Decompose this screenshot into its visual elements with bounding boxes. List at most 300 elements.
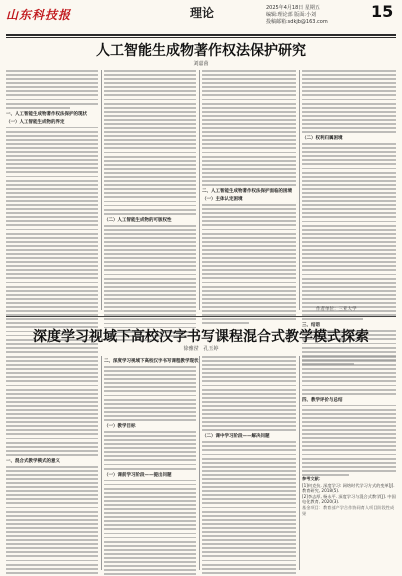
text-line: [6, 208, 98, 210]
text-line: [6, 401, 98, 403]
text-line: [104, 135, 196, 137]
text-line: [202, 507, 296, 509]
text-line: [104, 443, 196, 445]
text-line: [104, 78, 196, 80]
text-line: [6, 417, 98, 419]
text-line: [302, 409, 396, 411]
text-line: [202, 478, 296, 480]
text-line: [202, 555, 296, 557]
text-line: [104, 468, 196, 470]
text-line: [104, 253, 196, 255]
text-line: [104, 213, 196, 215]
text-line: [6, 167, 98, 169]
text-line: [302, 376, 396, 378]
text-line: [202, 172, 296, 174]
text-line: [302, 123, 396, 125]
text-line: [6, 216, 98, 218]
text-line: [6, 245, 98, 247]
text-line: [202, 502, 296, 504]
text-line: [104, 172, 196, 174]
text-line: [302, 417, 396, 419]
text-line: [302, 389, 396, 391]
text-line: [302, 216, 396, 218]
text-line: [104, 123, 196, 125]
text-line: [302, 147, 396, 149]
text-line: [6, 282, 98, 284]
text-line: [6, 298, 98, 300]
text-line: [104, 99, 196, 101]
text-line: [104, 451, 196, 453]
text-line: [6, 547, 98, 549]
column-divider: [101, 356, 102, 570]
text-line: [104, 265, 196, 267]
article2-title: 深度学习视域下高校汉字书写课程混合式教学模式探索: [33, 329, 369, 345]
text-line: [302, 131, 396, 133]
text-line: [104, 241, 196, 243]
text-line: [302, 429, 396, 431]
text-line: [202, 168, 296, 170]
text-line: [202, 498, 296, 500]
text-line: [6, 425, 98, 427]
text-line: [302, 257, 396, 259]
text-line: [302, 180, 396, 182]
text-line: [6, 163, 98, 165]
text-line: [104, 569, 196, 571]
text-line: [6, 539, 98, 541]
text-line: [104, 407, 196, 409]
text-line: [202, 135, 296, 137]
text-line: [104, 269, 196, 271]
text-line: [6, 486, 98, 488]
article2-column-2: [104, 356, 199, 576]
text-line: [104, 156, 196, 158]
text-line: [302, 249, 396, 251]
text-line: [202, 269, 296, 271]
text-line: [6, 494, 98, 496]
article2-column-4: [302, 356, 396, 476]
text-line: [302, 433, 396, 435]
text-line: [202, 204, 296, 206]
text-line: [104, 209, 196, 211]
article1-byline: 刘嘉茵: [193, 61, 209, 67]
text-line: [202, 482, 296, 484]
text-line: [202, 224, 296, 226]
text-line: [302, 229, 396, 231]
text-line: [302, 449, 396, 451]
text-line: [202, 265, 296, 267]
text-line: [104, 557, 196, 559]
text-line: [202, 306, 296, 308]
text-line: [202, 425, 296, 427]
text-line: [202, 543, 296, 545]
text-line: [202, 322, 249, 324]
text-line: [6, 151, 98, 153]
text-line: [202, 560, 296, 562]
text-line: [202, 147, 296, 149]
text-line: [202, 302, 296, 304]
text-line: [104, 74, 196, 76]
text-line: [104, 294, 196, 296]
text-line: [302, 143, 396, 145]
text-line: [104, 431, 196, 433]
text-line: [104, 508, 196, 510]
text-line: [6, 107, 70, 109]
text-line: [202, 131, 296, 133]
text-line: [6, 372, 98, 374]
text-line: [104, 139, 196, 141]
text-line: [302, 298, 396, 300]
text-line: [202, 531, 296, 533]
text-line: [104, 520, 196, 522]
text-line: [202, 490, 296, 492]
text-line: [302, 107, 396, 109]
text-line: [6, 90, 98, 92]
text-line: [6, 519, 98, 521]
subhead: （二）权利归属困境: [302, 136, 343, 142]
text-line: [6, 188, 98, 190]
text-line: [6, 429, 98, 431]
text-block: [104, 225, 196, 341]
text-line: [202, 511, 296, 513]
text-line: [202, 356, 296, 358]
text-line: [104, 176, 196, 178]
text-line: [302, 253, 396, 255]
subhead: 四、教学评价与总结: [302, 397, 343, 403]
text-line: [202, 282, 296, 284]
text-line: [6, 490, 98, 492]
text-block: [202, 70, 296, 186]
text-block: [302, 405, 396, 476]
text-line: [104, 111, 196, 113]
text-line: [6, 306, 98, 308]
text-line: [6, 127, 98, 129]
text-line: [6, 155, 98, 157]
text-line: [6, 180, 98, 182]
text-line: [104, 573, 196, 575]
text-line: [302, 192, 396, 194]
text-line: [104, 286, 196, 288]
section-tag: 理论: [190, 6, 215, 20]
text-line: [104, 90, 196, 92]
header-rule: [6, 34, 396, 36]
text-line: [202, 470, 296, 472]
text-line: [104, 399, 196, 401]
column-divider: [299, 356, 300, 570]
text-block: [104, 366, 196, 421]
text-line: [202, 216, 296, 218]
text-line: [302, 172, 396, 174]
text-line: [202, 253, 296, 255]
text-line: [202, 405, 296, 407]
text-line: [104, 70, 196, 72]
text-line: [202, 111, 296, 113]
text-line: [202, 164, 296, 166]
text-line: [302, 90, 396, 92]
text-line: [104, 382, 196, 384]
text-line: [6, 551, 98, 553]
text-line: [202, 389, 296, 391]
text-line: [302, 470, 396, 472]
text-line: [6, 543, 98, 545]
text-line: [202, 277, 296, 279]
text-line: [202, 123, 296, 125]
text-line: [104, 188, 196, 190]
text-block: [202, 204, 296, 324]
text-line: [302, 163, 396, 165]
text-block: [302, 70, 396, 133]
text-line: [6, 442, 98, 444]
text-line: [6, 224, 98, 226]
text-line: [6, 310, 98, 312]
text-line: [202, 90, 296, 92]
text-line: [104, 366, 196, 368]
text-line: [104, 500, 196, 502]
text-line: [104, 553, 196, 555]
reference-item: [2]李志厚, 杨永平. 深度学习与混合式教学[J]. 中国电化教育, 2020(3).: [302, 493, 396, 505]
text-line: [202, 156, 296, 158]
text-line: [302, 212, 396, 214]
text-line: [6, 143, 98, 145]
text-line: [302, 74, 396, 76]
text-line: [202, 318, 296, 320]
text-line: [104, 488, 196, 490]
article1-column-4: [302, 70, 396, 365]
text-line: [202, 401, 296, 403]
text-line: [6, 433, 98, 435]
text-line: [6, 523, 98, 525]
text-line: [202, 249, 296, 251]
text-line: [104, 310, 196, 312]
text-line: [302, 82, 396, 84]
article2-column-1: [6, 356, 98, 576]
text-line: [302, 302, 396, 304]
text-line: [104, 131, 196, 133]
text-line: [104, 386, 196, 388]
issue-email: 投稿邮箱:sdkjb@163.com: [266, 19, 328, 25]
text-line: [104, 484, 196, 486]
text-line: [302, 111, 396, 113]
text-line: [302, 413, 396, 415]
text-line: [202, 523, 296, 525]
text-line: [302, 380, 396, 382]
text-line: [302, 221, 396, 223]
text-line: [104, 274, 196, 276]
text-line: [6, 474, 98, 476]
text-line: [202, 115, 296, 117]
text-line: [302, 437, 396, 439]
text-line: [6, 515, 98, 517]
column-divider: [199, 70, 200, 310]
text-block: [104, 70, 196, 215]
text-line: [6, 200, 98, 202]
text-line: [302, 200, 396, 202]
text-line: [104, 298, 196, 300]
text-line: [202, 551, 296, 553]
text-line: [202, 127, 296, 129]
text-line: [6, 70, 98, 72]
text-line: [302, 364, 396, 366]
article1-column-1: [6, 70, 98, 353]
text-line: [302, 318, 363, 320]
text-line: [202, 454, 296, 456]
text-line: [104, 82, 196, 84]
text-line: [6, 241, 98, 243]
text-line: [104, 306, 196, 308]
text-line: [302, 245, 396, 247]
text-line: [302, 421, 396, 423]
text-line: [6, 318, 98, 320]
text-line: [6, 253, 98, 255]
text-line: [104, 541, 196, 543]
text-line: [202, 417, 296, 419]
article2-byline: 徐雅滢 孔玉婷: [183, 346, 219, 352]
text-line: [6, 535, 98, 537]
text-line: [6, 237, 98, 239]
text-line: [104, 411, 196, 413]
text-line: [302, 188, 396, 190]
text-block: [202, 356, 296, 431]
text-line: [104, 528, 196, 530]
text-line: [302, 425, 396, 427]
text-line: [6, 261, 98, 263]
text-line: [202, 393, 296, 395]
text-line: [302, 168, 396, 170]
text-line: [302, 155, 396, 157]
subhead: （一）主体认定困境: [202, 197, 243, 203]
text-line: [202, 257, 296, 259]
text-line: [104, 492, 196, 494]
text-line: [104, 439, 196, 441]
text-line: [202, 547, 296, 549]
text-line: [104, 496, 196, 498]
text-line: [104, 94, 196, 96]
text-line: [6, 507, 98, 509]
text-line: [104, 282, 196, 284]
text-line: [6, 103, 98, 105]
text-line: [202, 261, 296, 263]
text-line: [6, 171, 98, 173]
text-line: [302, 441, 396, 443]
text-line: [202, 184, 296, 186]
article-separator: [6, 316, 396, 317]
text-line: [202, 78, 296, 80]
text-line: [202, 273, 296, 275]
text-line: [202, 310, 296, 312]
text-line: [302, 99, 396, 101]
text-line: [202, 474, 296, 476]
text-line: [302, 274, 396, 276]
text-line: [302, 393, 396, 395]
text-line: [6, 159, 98, 161]
text-line: [302, 196, 396, 198]
text-line: [104, 225, 196, 227]
text-line: [202, 233, 296, 235]
text-line: [6, 176, 98, 178]
text-line: [6, 290, 98, 292]
subhead: （二）人工智能生成物的可版权性: [104, 217, 172, 223]
fund-note: 基金项目：教育部产学合作协同育人项目阶段性成果: [302, 504, 395, 516]
text-line: [104, 533, 196, 535]
text-line: [202, 441, 296, 443]
text-line: [6, 360, 98, 362]
text-line: [202, 208, 296, 210]
text-line: [104, 115, 196, 117]
text-line: [302, 115, 396, 117]
issue-date: 2025年4月18日 星期五: [266, 5, 320, 11]
article1-column-3: [202, 70, 296, 324]
text-line: [302, 294, 396, 296]
text-line: [202, 107, 296, 109]
text-line: [104, 196, 196, 198]
text-line: [202, 94, 296, 96]
subhead: 一、人工智能生成物著作权法保护的现状: [6, 111, 87, 117]
text-line: [104, 549, 196, 551]
text-line: [202, 539, 296, 541]
text-line: [104, 561, 196, 563]
text-line: [202, 421, 296, 423]
text-line: [104, 103, 196, 105]
text-line: [202, 364, 296, 366]
subhead: 二、深度学习视域下高校汉字书写课程教学现状: [104, 359, 199, 364]
text-line: [6, 86, 98, 88]
text-line: [104, 107, 196, 109]
references: [302, 476, 398, 516]
text-line: [104, 537, 196, 539]
text-line: [6, 376, 98, 378]
text-line: [202, 160, 296, 162]
text-block: [104, 480, 196, 576]
text-line: [6, 257, 98, 259]
text-line: [6, 229, 98, 231]
text-line: [6, 273, 98, 275]
text-line: [302, 385, 396, 387]
text-block: [202, 441, 296, 576]
article1-author-note: 作者单位：三亚大学: [316, 307, 357, 312]
text-line: [104, 524, 196, 526]
text-line: [202, 519, 296, 521]
text-line: [202, 413, 296, 415]
text-line: [302, 290, 396, 292]
text-line: [104, 516, 196, 518]
text-line: [104, 152, 196, 154]
text-line: [202, 220, 296, 222]
text-line: [202, 462, 296, 464]
text-line: [104, 160, 196, 162]
text-line: [104, 143, 196, 145]
text-line: [302, 119, 396, 121]
text-line: [6, 498, 98, 500]
text-line: [202, 290, 296, 292]
text-line: [202, 74, 296, 76]
text-block: [302, 356, 396, 395]
text-line: [104, 180, 196, 182]
text-line: [302, 103, 396, 105]
text-line: [6, 356, 98, 358]
text-line: [104, 512, 196, 514]
text-line: [202, 294, 296, 296]
subhead: （二）课中学习阶段——解决问题: [202, 434, 270, 440]
text-line: [202, 237, 296, 239]
text-line: [104, 370, 196, 372]
text-line: [202, 535, 296, 537]
text-line: [202, 229, 296, 231]
text-line: [202, 494, 296, 496]
text-line: [6, 450, 98, 452]
text-line: [202, 372, 296, 374]
column-divider: [199, 356, 200, 570]
text-line: [302, 233, 396, 235]
text-line: [104, 249, 196, 251]
